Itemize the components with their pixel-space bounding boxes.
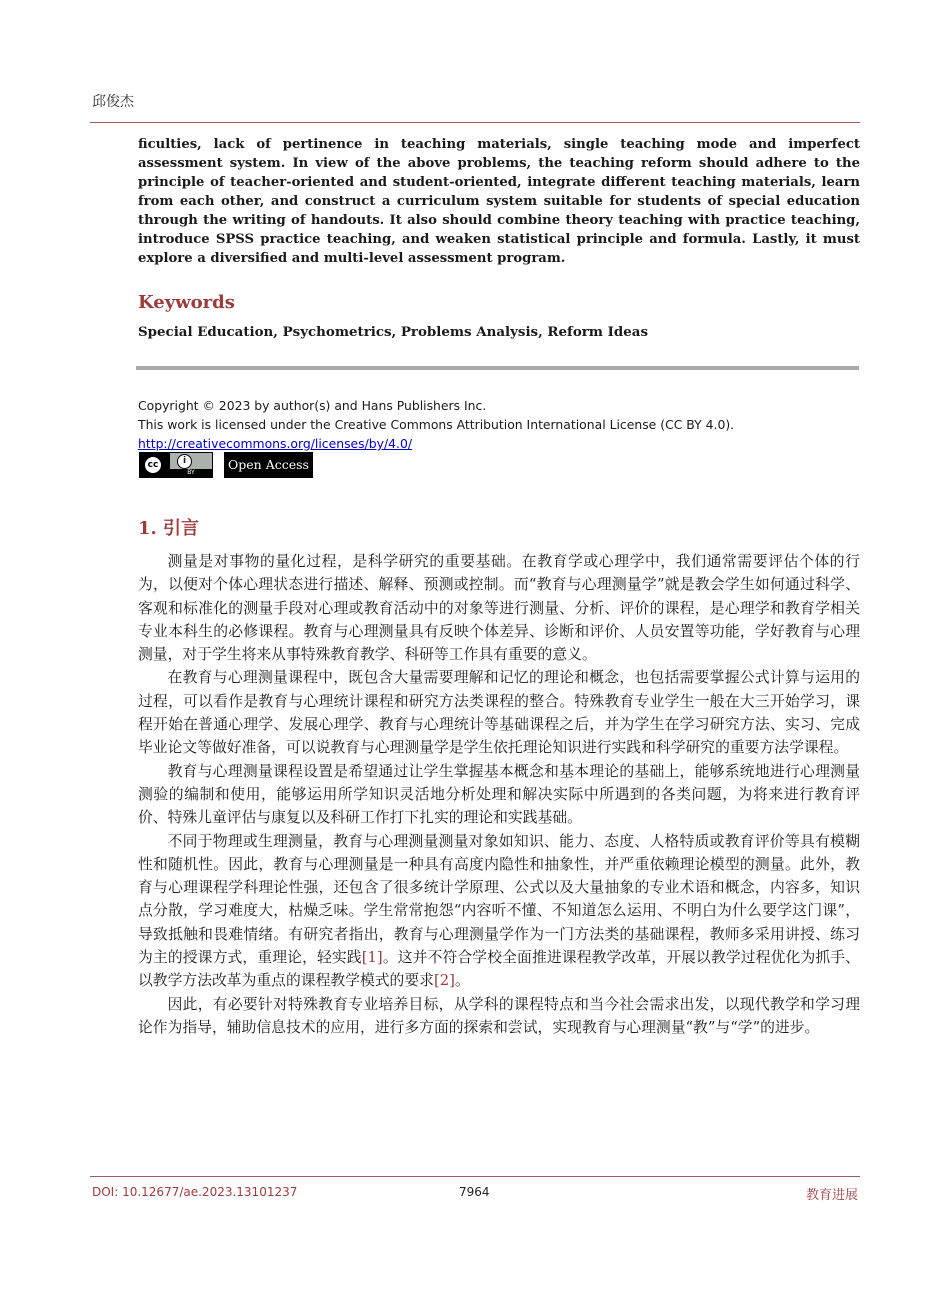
cc-by-badge[interactable] (139, 452, 213, 478)
paragraph-3: 教育与心理测量课程设置是希望通过让学生掌握基本概念和基本理论的基础上，能够系统地进行心理测量测验的编制和使用，能够运用所学知识灵活地分析处理和解决实际中所遇到的各类问题，为将来进行教育评价、特殊儿童评估与康复以及科研工作打下扎实的理论和实践基础。 (138, 762, 860, 827)
paragraph-4-end: 。 (454, 972, 470, 990)
paragraph-2: 在教育与心理测量课程中，既包含大量需要理解和记忆的理论和概念，也包括需要掌握公式计算与运用的过程，可以看作是教育与心理统计课程和研究方法类课程的整合。特殊教育专业学生一般在大三开始学习，课程开始在普通心理学、发展心理学、教育与心理统计等基础课程之后，并为学生在学习研究方法、实习、完成毕业论文等做好准备，可以说教育与心理测量学是学生依托理论知识进行实践和科学研究的重要方法学课程。 (138, 669, 860, 757)
keywords-list: Special Education, Psychometrics, Problems Analysis, Reform Ideas (138, 324, 648, 340)
by-label: BY (170, 469, 212, 477)
running-header-author: 邱俊杰 (92, 94, 134, 110)
attribution-icon: i (177, 454, 192, 469)
copyright-line: Copyright © 2023 by author(s) and Hans Publishers Inc. (138, 398, 487, 413)
footer-divider (90, 1176, 860, 1177)
citation-link-1[interactable]: [1] (361, 949, 383, 967)
page-number: 7964 (459, 1185, 490, 1199)
license-statement: This work is licensed under the Creative Commons Attribution International License (CC BY 4.0). (138, 417, 735, 432)
paragraph-1: 测量是对事物的量化过程，是科学研究的重要基础。在教育学或心理学中，我们通常需要评估个体的行为，以便对个体心理状态进行描述、解释、预测或控制。而“教育与心理测量学”就是教会学生如何通过科学、客观和标准化的测量手段对心理或教育活动中的对象等进行测量、分析、评价的课程，是心理学和教育学相关专业本科生的必修课程。教育与心理测量具有反映个体差异、诊断和评价、人员安置等功能，学好教育与心理测量，对于学生将来从事特殊教育教学、科研等工作具有重要的意义。 (138, 553, 860, 664)
license-divider (136, 366, 859, 370)
citation-link-2[interactable]: [2] (433, 972, 455, 990)
license-block (138, 396, 860, 453)
paragraph-4-mid: 。这并不符合学校全面推进课程教学改革，开展以教学过程优化为抓手、以教学方法改革为重点的课程教学模式的要求 (138, 949, 860, 990)
paragraph-5: 因此，有必要针对特殊教育专业培养目标，从学科的课程特点和当今社会需求出发，以现代教学和学习理论作为指导，辅助信息技术的应用，进行多方面的探索和尝试，实现教育与心理测量“教”与“学”的进步。 (138, 995, 860, 1036)
open-access-badge[interactable]: Open Access (224, 452, 313, 478)
header-divider (90, 122, 860, 123)
paragraph-4 (138, 830, 860, 993)
cc-icon: cc (143, 455, 163, 475)
section-heading: 1. 引言 (138, 518, 200, 539)
license-link[interactable]: http://creativecommons.org/licenses/by/4.0/ (138, 436, 413, 451)
keywords-heading: Keywords (138, 292, 235, 313)
footer-journal: 教育进展 (805, 1188, 858, 1203)
paragraph-4-text: 不同于物理或生理测量，教育与心理测量测量对象如知识、能力、态度、人格特质或教育评价等具有模糊性和随机性。因此，教育与心理测量是一种具有高度内隐性和抽象性，并严重依赖理论模型的测量。此外，教育与心理课程学科理论性强，还包含了很多统计学原理、公式以及大量抽象的专业术语和概念，内容多，知识点分散，学习难度大，枯燥乏味。学生常常抱怨“内容听不懂、不知道怎么运用、不明白为什么要学这门课”，导致抵触和畏难情绪。有研究者指出，教育与心理测量学作为一门方法类的基础课程，教师多采用讲授、练习为主的授课方式，重理论，轻实践 (138, 832, 860, 967)
abstract-text: ficulties, lack of pertinence in teaching materials, single teaching mode and imperfect assessment system. In view of the above problems, the teaching reform should adhere to the principle of teacher-oriented and student-oriented, integrate different teaching materials, learn from each other, and construct a curriculum system suitable for students of special education through the writing of handouts. It also should combine theory teaching with practice teaching, introduce SPSS practice teaching, and weaken statistical principle and formula. Lastly, it must explore a diversified and multi-level assessment program. (138, 137, 860, 266)
section-body (138, 550, 860, 1039)
footer-doi: DOI: 10.12677/ae.2023.13101237 (92, 1185, 298, 1199)
